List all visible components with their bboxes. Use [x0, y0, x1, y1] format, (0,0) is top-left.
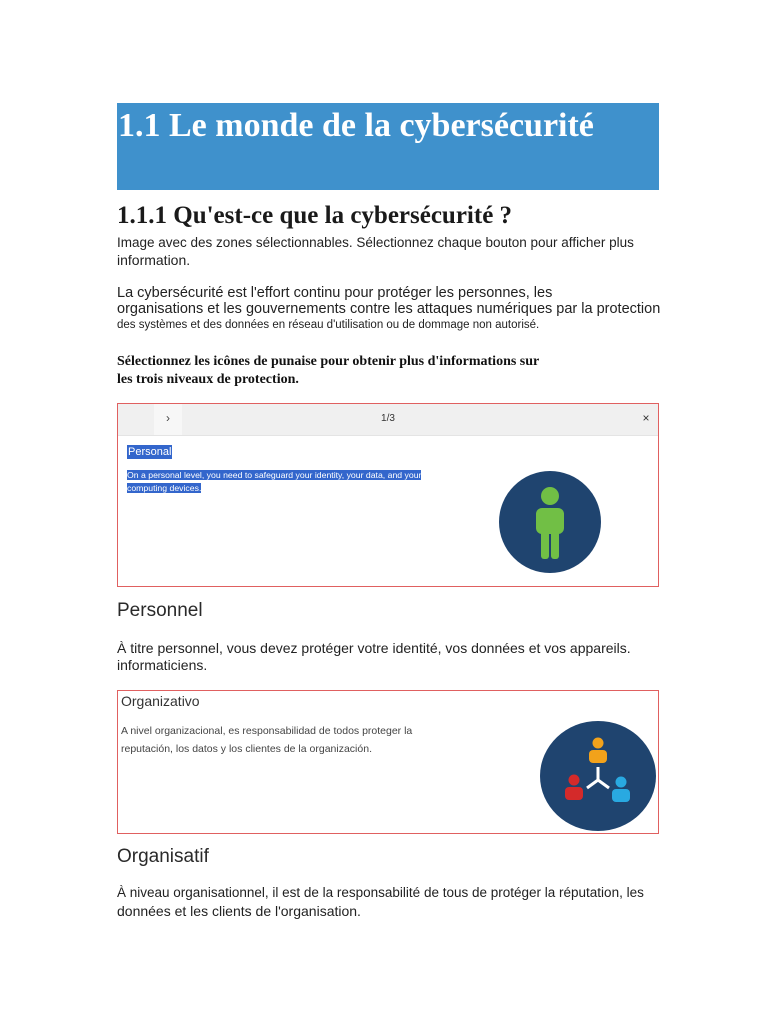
- personnel-heading: Personnel: [117, 600, 203, 621]
- card-label: Personal: [128, 446, 172, 458]
- personnel-line-2: informaticiens.: [117, 657, 208, 673]
- close-button[interactable]: ×: [642, 411, 650, 425]
- intro-line-1: Image avec des zones sélectionnables. Sélectionnez chaque bouton pour afficher plus: [117, 235, 634, 250]
- page-indicator: 1/3: [381, 413, 395, 424]
- organization-network-icon: [539, 720, 657, 834]
- card-description-line-2: reputación, los datos y los clientes de la organización.: [121, 743, 372, 755]
- page-title: 1.1 Le monde de la cybersécurité: [118, 107, 594, 144]
- section-title: 1.1.1 Qu'est-ce que la cybersécurité ?: [117, 202, 513, 229]
- card-label: Organizativo: [121, 693, 200, 709]
- card-toolbar: [118, 404, 658, 436]
- organisatif-line-2: données et les clients de l'organisation.: [117, 903, 361, 919]
- card-description: [121, 722, 461, 758]
- definition-line-3: des systèmes et des données en réseau d'utilisation ou de dommage non autorisé.: [117, 319, 540, 331]
- card-description-line-2: computing devices.: [127, 483, 202, 493]
- instruction-line-2: les trois niveaux de protection.: [117, 372, 299, 387]
- card-description-line-1: A nivel organizacional, es responsabilidad de todos proteger la: [121, 725, 413, 737]
- personal-info-card: [117, 403, 659, 587]
- person-icon: [498, 470, 602, 579]
- card-description: [127, 469, 457, 495]
- personnel-line-1: À titre personnel, vous devez protéger votre identité, vos données et vos appareils.: [117, 640, 631, 656]
- organisatif-heading: Organisatif: [117, 846, 209, 867]
- organisatif-line-1: À niveau organisationnel, il est de la responsabilité de tous de protéger la réputation, les: [117, 885, 644, 900]
- definition-line-2: organisations et les gouvernements contre les attaques numériques par la protection: [117, 301, 661, 317]
- organization-info-card: [117, 690, 659, 834]
- intro-line-2: information.: [117, 252, 191, 268]
- instruction-line-1: Sélectionnez les icônes de punaise pour obtenir plus d'informations sur: [117, 354, 540, 369]
- definition-line-1: La cybersécurité est l'effort continu pour protéger les personnes, les: [117, 285, 553, 301]
- card-description-line-1: On a personal level, you need to safeguard your identity, your data, and your: [127, 470, 422, 480]
- previous-button[interactable]: ›: [154, 404, 182, 435]
